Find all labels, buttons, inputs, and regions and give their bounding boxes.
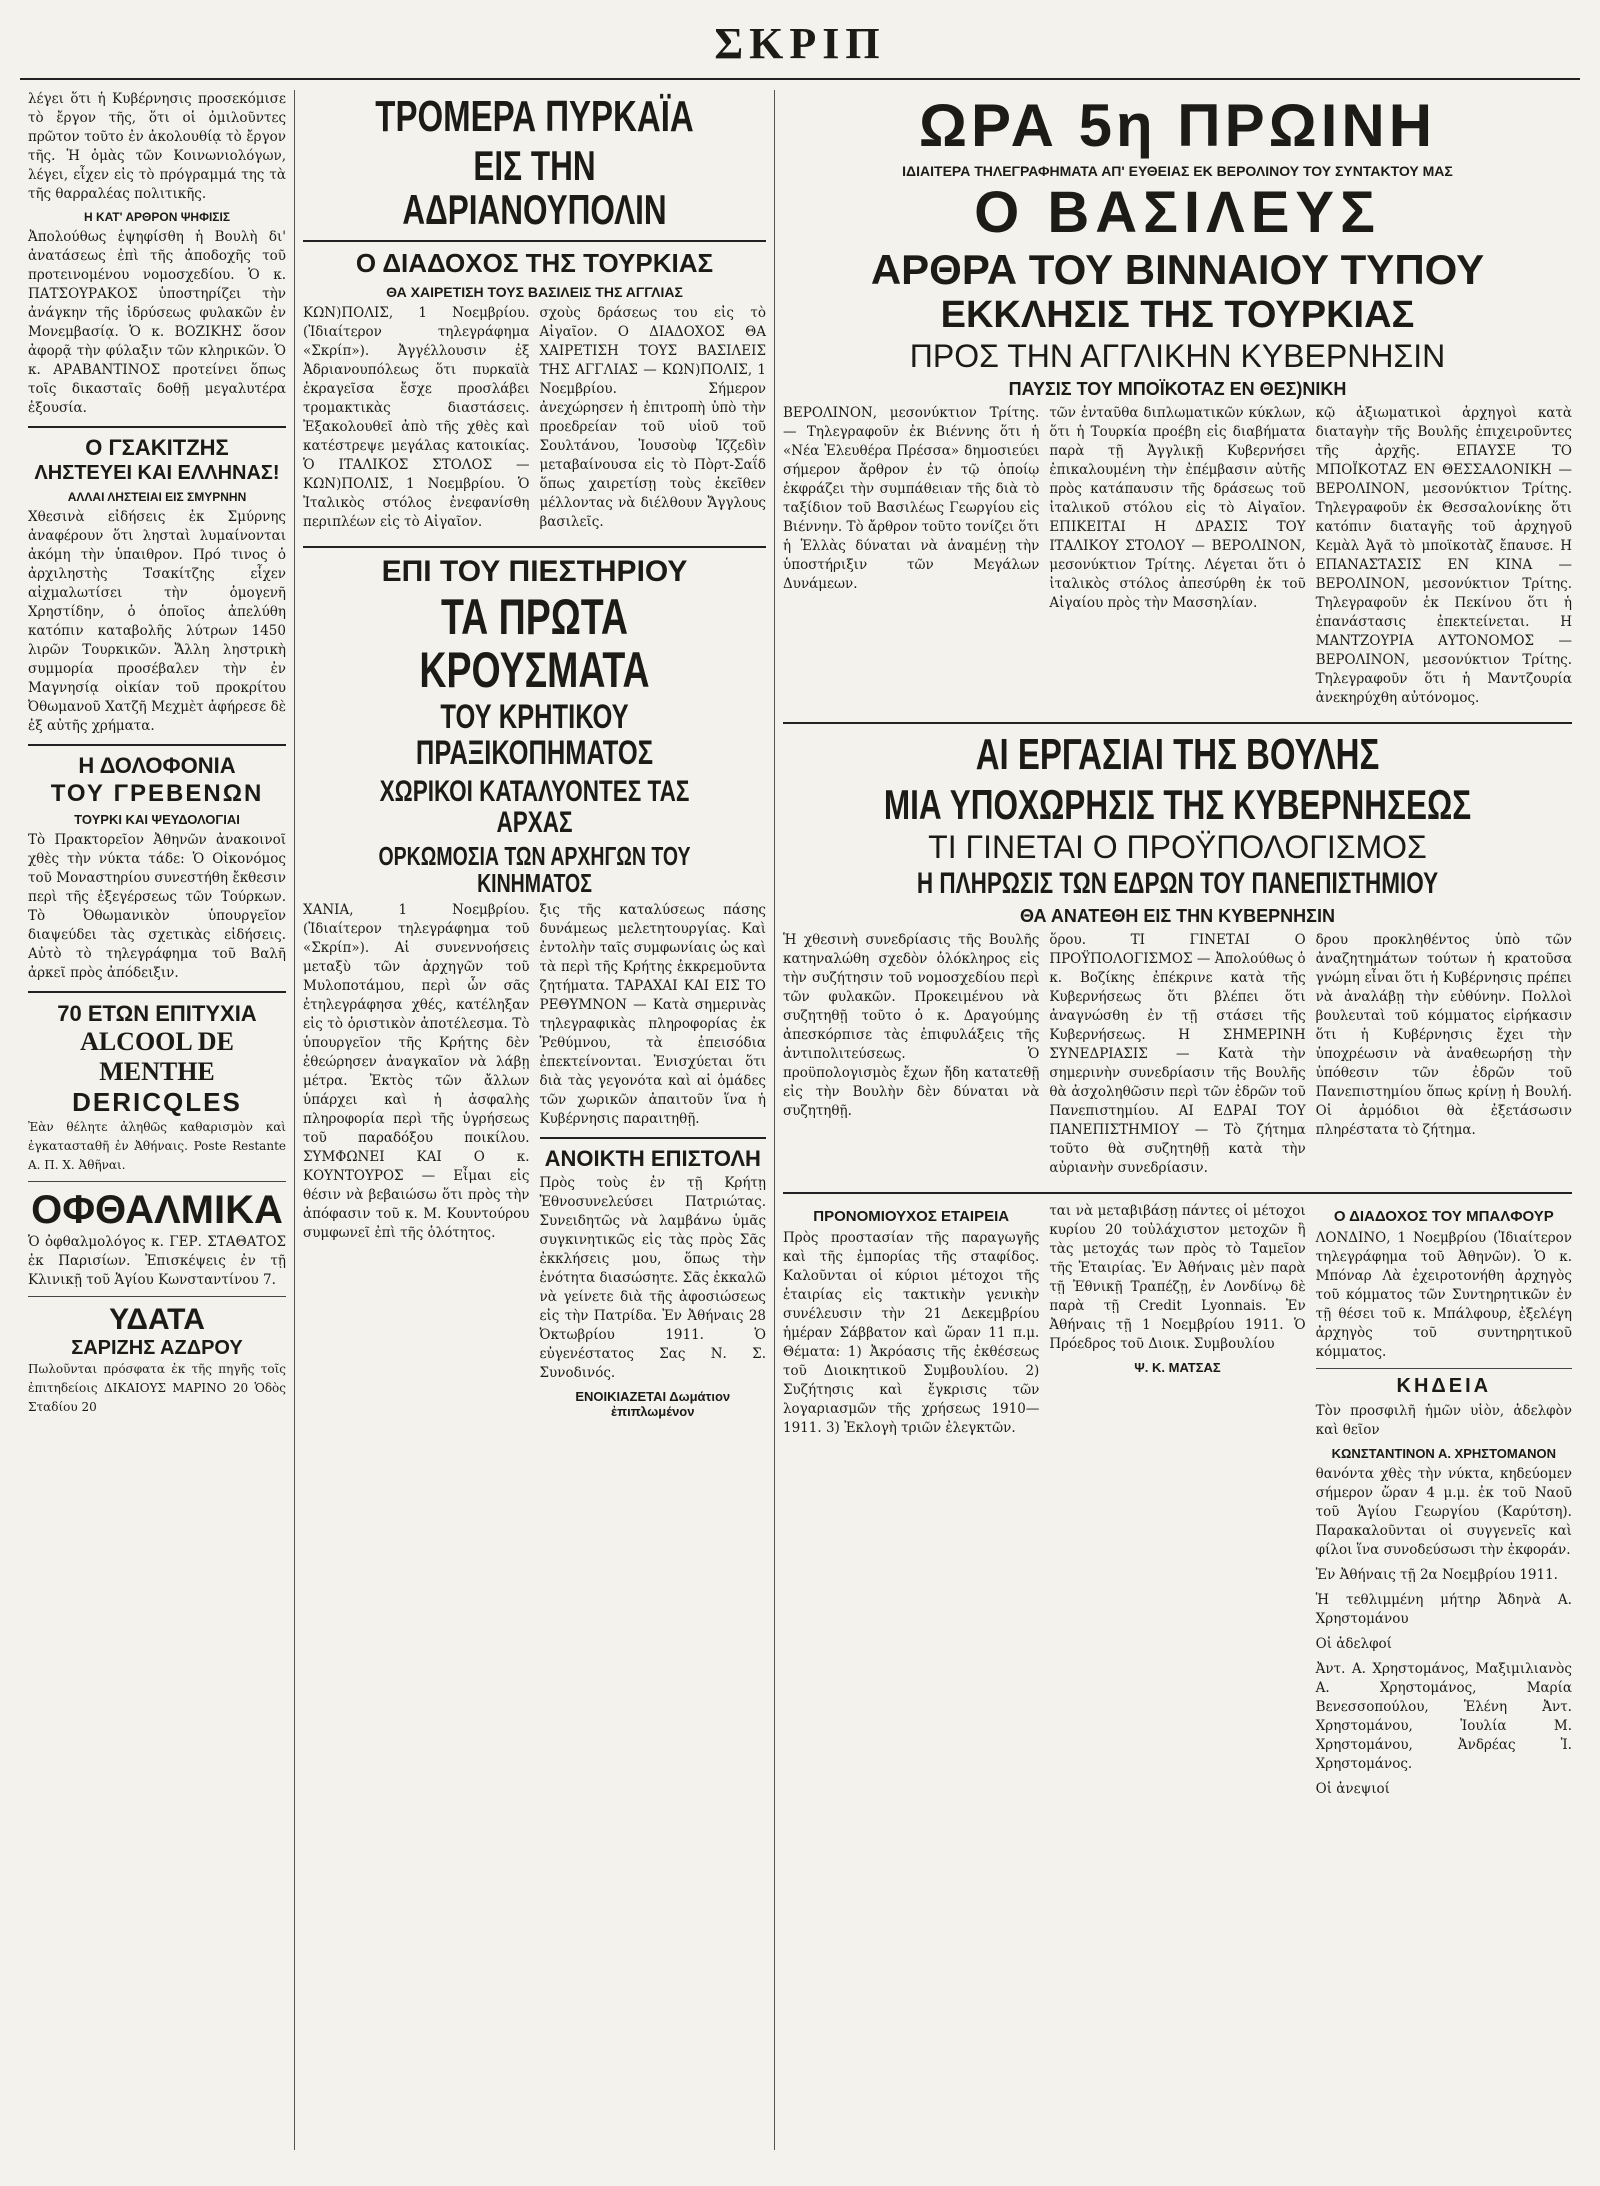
article-columns (783, 931, 1572, 1184)
subheadline: ΘΑ ΧΑΙΡΕΤΙΣΗ ΤΟΥΣ ΒΑΣΙΛΕΙΣ ΤΗΣ ΑΓΓΛΙΑΣ (386, 283, 683, 300)
headline: ΟΡΚΩΜΟΣΙΑ ΤΩΝ ΑΡΧΗΓΩΝ ΤΟΥ ΚΙΝΗΜΑΤΟΣ (378, 840, 691, 898)
divider (28, 744, 286, 746)
headline: ΑΝΟΙΚΤΗ ΕΠΙΣΤΟΛΗ (544, 1146, 761, 1172)
notice-text: Τὸν προσφιλῆ ἡμῶν υἱὸν, ἀδελφὸν καὶ θεῖον (1315, 1402, 1572, 1438)
article-text: τῶν ἐνταῦθα διπλωματικῶν κύκλων, ὅτι ἡ Τουρκία προέβη εἰς διαβήματα παρὰ τῇ Ἀγγλικῇ Κυβερνήσει ἐπικαλουμένη τὴν ἐπέμβασιν αὐτῆς πρὸς κατάπαυσιν τῆς δράσεως τοῦ ἰταλικοῦ στόλου εἰς τὸ Αἰγαῖον. ΕΠΙΚΕΙΤΑΙ Η ΔΡΑΣΙΣ ΤΟΥ ΙΤΑΛΙΚΟΥ ΣΤΟΛΟΥ — ΒΕΡΟΛΙΝΟΝ, μεσονύκτιον Τρίτης. Λέγεται ὅτι ὁ ἰταλικὸς στόλος ἀπεσύρθη ἐκ τοῦ Αἰγαίου πρὸς τὴν Μασσηλίαν. (1049, 405, 1306, 612)
article-text: Ἡ χθεσινὴ συνεδρίασις τῆς Βουλῆς κατηναλώθη σχεδὸν ὁλόκληρος εἰς τὴν συζήτησιν τοῦ νομοσχεδίου περὶ τῶν φυλακῶν. Προκειμένου νὰ συζητηθῇ τοῦτο ὁ κ. Δραγούμης ἀπεσκόρπισε τὰς ἐπιφυλάξεις τῆς ἀντιπολιτεύσεως. Ὁ προϋπολογισμὸς ἔχων ἤδη κατατεθῇ εἰς τὴν Βουλὴν δὲν δύναται νὰ συζητηθῇ. (783, 931, 1040, 1119)
headline: Ο ΒΑΣΙΛΕΥΣ (974, 180, 1381, 245)
masthead (20, 18, 1580, 80)
article-columns (303, 901, 766, 1423)
notice-heading: Ο ΔΙΑΔΟΧΟΣ ΤΟΥ ΜΠΑΛΦΟΥΡ (1333, 1207, 1554, 1225)
divider (28, 991, 286, 993)
divider (28, 1181, 286, 1182)
section-heading: Η ΚΑΤ' ΑΡΘΡΟΝ ΨΗΦΙΣΙΣ (83, 210, 231, 224)
notice-signature: Ψ. Κ. ΜΑΤΣΑΣ (1134, 1359, 1221, 1375)
headline: ΑΡΘΡΑ ΤΟΥ ΒΙΝΝΑΙΟΥ ΤΥΠΟΥ (870, 245, 1485, 293)
headline: ΕΚΚΛΗΣΙΣ ΤΗΣ ΤΟΥΡΚΙΑΣ (940, 293, 1415, 336)
article-text: σχοὺς δράσεως του εἰς τὸ Αἰγαῖον. Ο ΔΙΑΔΟΧΟΣ ΘΑ ΧΑΙΡΕΤΙΣΗ ΤΟΥΣ ΒΑΣΙΛΕΙΣ ΤΗΣ ΑΓΓΛΙΑΣ — ΚΩΝ)ΠΟΛΙΣ, 1 Νοεμβρίου. Σήμερον ἀνεχώρησεν ἡ ἐπιτροπὴ ὑπὸ τὴν προεδρείαν τοῦ υἱοῦ τοῦ Σουλτάνου, Ἰουσοὺφ Ἰζζεδὶν μεταβαίνουσα εἰς τὸ Πὸρτ-Σαΐδ ὅπως χαιρετίσῃ τοὺς ἐκεῖθεν μέλλοντας νὰ διέλθουν Ἄγγλους βασιλεῖς. (539, 304, 766, 530)
subheadline: ΑΛΛΑΙ ΛΗΣΤΕΙΑΙ ΕΙΣ ΣΜΥΡΝΗΝ (67, 490, 247, 505)
divider (303, 240, 766, 242)
divider (28, 426, 286, 428)
subheadline: ΙΔΙΑΙΤΕΡΑ ΤΗΛΕΓΡΑΦΗΜΑΤΑ ΑΠ' ΕΥΘΕΙΑΣ ΕΚ ΒΕΡΟΛΙΝΟΥ ΤΟΥ ΣΥΝΤΑΚΤΟΥ ΜΑΣ (902, 163, 1453, 179)
article-text: ΚΩΝ)ΠΟΛΙΣ, 1 Νοεμβρίου. (Ἰδιαίτερον τηλεγράφημα «Σκρίπ»). Ἀγγέλλουσιν ἐξ Ἀδριανουπόλεως ὅτι πυρκαϊὰ ἐκραγεῖσα ἔσχε προσλάβει τρομακτικὰς διαστάσεις. Ἐξακολουθεῖ ἀπὸ τῆς χθὲς καὶ κατέστρεψε μεγάλας κατοικίας. Ὁ ΙΤΑΛΙΚΟΣ ΣΤΟΛΟΣ — ΚΩΝ)ΠΟΛΙΣ, 1 Νοεμβρίου. Ὁ Ἰταλικὸς στόλος ἐνεφανίσθη περιπλέων εἰς τὸ Αἰγαῖον. (303, 304, 530, 530)
deceased-name: ΚΩΝΣΤΑΝΤΙΝΟΝ Α. ΧΡΗΣΤΟΜΑΝΟΝ (1331, 1445, 1557, 1461)
column-left (20, 90, 295, 2150)
notice-text: θανόντα χθὲς τὴν νύκτα, κηδεύομεν σήμερον ὥραν 4 μ.μ. ἐκ τοῦ Ναοῦ τοῦ Ἁγίου Γεωργίου (Καρύτση). Παρακαλοῦνται οἱ συγγενεῖς καὶ φίλοι ἵνα συνοδεύσωσι τὴν ἐκφοράν. (1315, 1465, 1572, 1558)
notice-date: Ἐν Ἀθήναις τῇ 2α Νοεμβρίου 1911. (1315, 1566, 1558, 1583)
subheadline: ΘΑ ΑΝΑΤΕΘΗ ΕΙΣ ΤΗΝ ΚΥΒΕΡΝΗΣΙΝ (1020, 905, 1335, 926)
headline: ΛΗΣΤΕΥΕΙ ΚΑΙ ΕΛΛΗΝΑΣ! (34, 462, 280, 485)
headline: ΜΙΑ ΥΠΟΧΩΡΗΣΙΣ ΤΗΣ ΚΥΒΕΡΝΗΣΕΩΣ (883, 780, 1472, 828)
headline: Η ΔΟΛΟΦΟΝΙΑ (78, 753, 236, 779)
article-text: κῷ ἀξιωματικοὶ ἀρχηγοὶ κατὰ διαταγὴν τῆς Βουλῆς ἐπιχειροῦντες τῆς ἀρχῆς. ΕΠΑΥΣΕ ΤΟ ΜΠΟΪΚΟΤΑΖ ΕΝ ΘΕΣΣΑΛΟΝΙΚΗ — ΒΕΡΟΛΙΝΟΝ, μεσονύκτιον Τρίτης. Τηλεγραφοῦν ἐκ Θεσσαλονίκης ὅτι κατόπιν διαταγῆς τοῦ ἀρχηγοῦ Κεμὰλ Ἀγᾶ τὸ μποϊκοτὰζ ἔπαυσε. Η ΕΠΑΝΑΣΤΑΣΙΣ ΕΝ ΚΙΝΑ — ΒΕΡΟΛΙΝΟΝ, μεσονύκτιον Τρίτης. Τηλεγραφοῦν ἐκ Πεκίνου ὅτι ἡ ἐπανάστασις ἐπεκτείνεται. Η ΜΑΝΤΖΟΥΡΙΑ ΑΥΤΟΝΟΜΟΣ — ΒΕΡΟΛΙΝΟΝ, μεσονύκτιον Τρίτης. Τηλεγραφοῦν ὅτι ἡ Μαντζουρία ἀνεκηρύχθη αὐτόνομος. (1315, 405, 1572, 707)
ad-text: Ὁ ὀφθαλμολόγος κ. ΓΕΡ. ΣΤΑΘΑΤΟΣ ἐκ Παρισίων. Ἐπισκέψεις ἐν τῇ Κλινικῇ τοῦ Ἁγίου Κωνσταντίνου 7. (28, 1234, 286, 1289)
divider (1316, 1368, 1572, 1369)
article-text: ὅρου. ΤΙ ΓΙΝΕΤΑΙ Ο ΠΡΟΫΠΟΛΟΓΙΣΜΟΣ — Ἀπολούθως ὁ κ. Βοζίκης ἐπέκρινε κατὰ τῆς Κυβερνήσεως ὅτι βλέπει ὅτι ἀναγνώσθη ἐν τῇ στάσει τῆς Κυβερνήσεως. Η ΣΗΜΕΡΙΝΗ ΣΥΝΕΔΡΙΑΣΙΣ — Κατὰ τὴν σημερινὴν συνεδρίασιν τῆς Βουλῆς θὰ ἀσχοληθῶσιν περὶ τῶν ἐδρῶν τοῦ Πανεπιστημίου. ΑΙ ΕΔΡΑΙ ΤΟΥ ΠΑΝΕΠΙΣΤΗΜΙΟΥ — Τὸ ζήτημα τοῦτο θὰ συζητηθῇ κατὰ τὴν αὐριανὴν συνεδρίασιν. (1049, 931, 1306, 1176)
article-text: ΛΟΝΔΙΝΟ, 1 Νοεμβρίου (Ἰδιαίτερον τηλεγράφημα τοῦ Ἀθηνῶν). Ὁ κ. Μπόναρ Λὰ ἐχειροτονήθη ἀρχηγὸς τοῦ κόμματος τῶν Συντηρητικῶν ἐν τῇ θέσει τοῦ κ. Μπάλφουρ, ἐξελέγη ἀρχηγὸς τοῦ συντηρητικοῦ κόμματος. (1315, 1229, 1572, 1360)
headline: Ο ΓΣΑΚΙΤΖΗΣ (85, 435, 229, 460)
notice-text: Ἀντ. Α. Χρηστομάνος, Μαξιμιλιανὸς Α. Χρηστομάνος, Μαρία Βενεσσοπούλου, Ἑλένη Ἀντ. Χρηστομάνου, Ἰουλία Μ. Χρηστομάνου, Ἀνδρέας Ἰ. Χρηστομάνος. (1315, 1660, 1572, 1772)
notice-heading: ΚΗΔΕΙΑ (1396, 1374, 1492, 1397)
ad-text: Πωλοῦνται πρόσφατα ἐκ τῆς πηγῆς τοῖς ἐπιτηδείοις ΔΙΚΑΙΟΥΣ ΜΑΡΙΝΟ 20 Ὁδὸς Σταδίου 20 (28, 1362, 286, 1415)
notice-signature: Οἱ ἀδελφοί (1315, 1635, 1392, 1652)
article-text: Χθεσινὰ εἰδήσεις ἐκ Σμύρνης ἀναφέρουν ὅτι λησταὶ λυμαίνονται ἀκόμη τὴν ὑπαιθρον. Πρό τινος ὁ ἀρχιληστὴς Τσακίτζης εἶχεν αἰχμαλωτίσει τὴν ὁμογενῆ Χρηστίδην, ὁ ὁποῖος ἀπελύθη κατόπιν καταβολῆς λύτρων 1450 λιρῶν Τουρκικῶν. Ἄλλη ληστρικὴ συμμορία προσέβαλεν τὴν ἐν Μαγνησίᾳ οἰκίαν τοῦ προκρίτου Ὀθωμανοῦ Χατζῆ Μεχμὲτ ἀφήρεσε δὲ ἐξ αὐτῆς χρήματα. (28, 509, 286, 735)
article-text: ΒΕΡΟΛΙΝΟΝ, μεσονύκτιον Τρίτης. — Τηλεγραφοῦν ἐκ Βιέννης ὅτι ἡ «Νέα Ἐλευθέρα Πρέσσα» δημοσιεύει σήμερον ἄρθρον ἐν τῷ ὁποίῳ ἐκφράζει τὴν συμπάθειαν τῆς διὰ τὸ ταξίδιον τοῦ Βασιλέως Γεωργίου εἰς Βιέννην. Τὸ ἄρθρον τοῦτο τονίζει ὅτι ἡ Ἑλλὰς δύναται νὰ ἀναμένῃ τὴν ὑποστήριξιν τῶν Μεγάλων Δυνάμεων. (783, 405, 1040, 593)
headline: ΩΡΑ 5η ΠΡΩΙΝΗ (918, 92, 1437, 159)
article-text: ΧΑΝΙΑ, 1 Νοεμβρίου. (Ἰδιαίτερον τηλεγράφημα τοῦ «Σκρίπ»). Αἱ συνεννοήσεις μεταξὺ τῶν ἀρχηγῶν τοῦ Μυλοποτάμου, περὶ ὧν σᾶς ἐτηλεγράφησα χθές, κατέληξαν εἰς τὸ ὁριστικὸν ἀποτέλεσμα. Τὸ ὑπουργεῖον τῆς Κρήτης δὲν ἐθεώρησεν ἀναγκαῖον νὰ λάβῃ μέτρα. Ἐκτὸς τῶν ἄλλων ὑπάρχει καὶ ἡ ἀσφαλὴς πληροφορία περὶ τῆς ὑγρήσεως τοῦ παραδόξου ποικίλου. ΣΥΜΦΩΝΕΙ ΚΑΙ Ο κ. ΚΟΥΝΤΟΥΡΟΣ — Εἶμαι εἰς θέσιν νὰ βεβαιώσω ὅτι πρὸς τὴν ἀπόφασιν τοῦ κ. Μ. Κουντούρου συμφωνεῖ ἐπὶ τῆς ὁλότητος. (303, 902, 530, 1242)
notice-text: Πρὸς προστασίαν τῆς παραγωγῆς καὶ τῆς ἐμπορίας τῆς σταφίδος. Καλοῦνται οἱ κύριοι μέτοχοι τῆς ἑταιρίας εἰς τακτικὴν γενικὴν συνέλευσιν τὴν 21 Δεκεμβρίου ἡμέραν Σάββατον καὶ ὥραν 11 π.μ. Θέματα: 1) Ἀκρόασις τῆς ἐκθέσεως τοῦ Διοικητικοῦ Συμβουλίου. 2) Συζήτησις καὶ ἔγκρισις τῶν λογαριασμῶν τῆς χρήσεως 1910—1911. 3) Ἐκλογὴ τριῶν ἐλεγκτῶν. (783, 1229, 1040, 1436)
ad-headline: ΥΔΑΤΑ (109, 1303, 205, 1337)
headline: ΤΡΟΜΕΡΑ ΠΥΡΚΑΪΑ (375, 92, 694, 141)
headline: ΧΩΡΙΚΟΙ ΚΑΤΑΛΥΟΝΤΕΣ ΤΑΣ ΑΡΧΑΣ (379, 774, 690, 840)
article-text: ξις τῆς καταλύσεως πάσης δυνάμεως μελετητουργίας. Καὶ ἐντολὴν ταῖς συμφωνίαις ὡς καὶ τὰ περὶ τῆς Κρήτης ἐκκρεμοῦντα ζητήματα. ΤΑΡΑΧΑΙ ΚΑΙ ΕΙΣ ΤΟ ΡΕΘΥΜΝΟΝ — Κατὰ σημερινὰς τηλεγραφικὰς πληροφορίας ἐκ Ῥεθύμνου, τὰ ἐπεισόδια ἐπεκτείνονται. Ἐνισχύεται ὅτι διὰ τὰς γεγονότα καὶ αἱ ὁμάδες τῶν χωρικῶν ἀπαιτοῦν ἵνα ἡ Κυβέρνησις παραιτηθῇ. (539, 902, 766, 1128)
notice-columns (783, 1202, 1572, 1805)
notice-text: ται νὰ μεταβιβάσῃ πάντες οἱ μέτοχοι κυρίου 20 τοὐλάχιστον μετοχῶν ἢ τὰς μετοχάς των πρὸς τὸ Ταμεῖον τῆς Ἑταιρίας. Ἐν Ἀθήναις μὲν παρὰ τῇ Ἐθνικῇ Τραπέζῃ, ἐν Λονδίνῳ δὲ παρὰ τῇ Credit Lyonnais. Ἐν Ἀθήναις τῇ 1 Νοεμβρίου 1911. Ὁ Πρόεδρος τοῦ Διοικ. Συμβουλίου (1049, 1202, 1306, 1352)
subheadline: Ο ΔΙΑΔΟΧΟΣ ΤΗΣ ΤΟΥΡΚΙΑΣ (355, 248, 714, 279)
headline: ΕΙΣ ΤΗΝ ΑΔΡΙΑΝΟΥΠΟΛΙΝ (402, 142, 667, 234)
headline: ΠΡΟΣ ΤΗΝ ΑΓΓΛΙΚΗΝ ΚΥΒΕΡΝΗΣΙΝ (909, 337, 1446, 374)
column-right (775, 90, 1580, 2150)
divider (540, 1137, 767, 1139)
subheadline: ΤΟΥΡΚΙ ΚΑΙ ΨΕΥΔΟΛΟΓΙΑΙ (74, 812, 240, 828)
subheadline: ΠΑΥΣΙΣ ΤΟΥ ΜΠΟΪΚΟΤΑΖ ΕΝ ΘΕΣ)ΝΙΚΗ (1008, 379, 1347, 400)
ad-brand: ALCOOL DE MENTHE (80, 1027, 234, 1087)
ad-headline: 70 ΕΤΩΝ ΕΠΙΤΥΧΙΑ (57, 1001, 257, 1027)
newspaper-page (20, 18, 1580, 2148)
headline: ΤΟΥ ΓΡΕΒΕΝΩΝ (50, 780, 264, 808)
headline: ΤΑ ΠΡΩΤΑ ΚΡΟΥΣΜΑΤΑ (419, 589, 650, 698)
article-columns (783, 404, 1572, 714)
article-text: Πρὸς τοὺς ἐν τῇ Κρήτῃ Ἐθνοσυνελεύσει Πατριώτας. Συνειδητῶς νὰ λαμβάνω ὑμᾶς συγκινητικῶς εἰς τὰς πρὸς Σᾶς ἐκκλήσεις μου, ὅπως τὴν ἑνότητα διασώσητε. Σᾶς ἐκκαλῶ νὰ γείνετε διὰ τῆς ἀφοσιώσεως εἰς τὴν Πατρίδα. Ἐν Ἀθήναις 28 Ὀκτωβρίου 1911. Ὁ εὐγενέστατος Σας Ν. Σ. Συνοδινός. (539, 1175, 766, 1382)
column-middle (295, 90, 775, 2150)
notice-heading: ΠΡΟΝΟΜΙΟΥΧΟΣ ΕΤΑΙΡΕΙΑ (813, 1207, 1010, 1225)
article-text: Ἀπολούθως ἐψηφίσθη ἡ Βουλὴ δι' ἀνατάσεως ἐπὶ τῆς ἀποδοχῆς τοῦ προτεινομένου νομοσχεδίου. Ὁ κ. ΠΑΤΣΟΥΡΑΚΟΣ ὑποστηρίζει τὴν ἀνάγκην τῆς ἱδρύσεως φυλακῶν ἐν Μονεμβασίᾳ. Ὁ κ. ΒΟΖΙΚΗΣ ὅσον ἀφορᾷ τὴν φύλαξιν τῶν κληρικῶν. Ὁ κ. ΑΡΑΒΑΝΤΙΝΟΣ προτείνει ὅπως τοῖς δικασταῖς δοθῇ μεγαλυτέρα ἐξουσία. (28, 229, 286, 416)
headline: ΤΙ ΓΙΝΕΤΑΙ Ο ΠΡΟΫΠΟΛΟΓΙΣΜΟΣ (928, 828, 1427, 865)
classified-ad: ΕΝΟΙΚΙΑΖΕΤΑΙ Δωμάτιον ἐπιπλωμένον (575, 1389, 731, 1420)
divider (28, 1296, 286, 1297)
divider (783, 722, 1572, 724)
ad-text: Ἐὰν θέλητε ἀληθῶς καθαρισμὸν καὶ ἐγκατασταθῆ ἐν Ἀθήναις. Poste Restante A. Π. Χ. Ἀθῆναι. (28, 1120, 286, 1173)
notice-signature: Οἱ ἀνεψιοί (1315, 1780, 1390, 1797)
newspaper-title: ΣΚΡΙΠ (714, 19, 886, 68)
headline: Η ΠΛΗΡΩΣΙΣ ΤΩΝ ΕΔΡΩΝ ΤΟΥ ΠΑΝΕΠΙΣΤΗΜΙΟΥ (916, 867, 1439, 901)
headline: ΑΙ ΕΡΓΑΣΙΑΙ ΤΗΣ ΒΟΥΛΗΣ (975, 730, 1380, 780)
notice-signature: Ἡ τεθλιμμένη μήτηρ Ἀδηνὰ Α. Χρηστομάνου (1315, 1591, 1572, 1627)
divider (303, 546, 766, 548)
divider (783, 1192, 1572, 1194)
article-text: Τὸ Πρακτορεῖον Ἀθηνῶν ἀνακοινοῖ χθὲς τὴν νύκτα τάδε: Ὁ Οἰκονόμος τοῦ Μοναστηρίου συνεστήθη ἔκθεσιν περὶ τῆς ἐξεγέρσεως τῶν Τούρκων. Τὸ Ὀθωμανικὸν ὑπουργεῖον διαψεύδει τὰς σχετικὰς εἰδήσεις. Αὐτὸ τὸ τηλεγράφημα τοῦ Βαλῆ ἀρκεῖ πρὸς ἀπόδειξιν. (28, 832, 286, 982)
ad-headline: ΟΦΘΑΛΜΙΚΑ (31, 1188, 283, 1233)
ad-subheadline: ΣΑΡΙΖΗΣ ΑΖΔΡΟΥ (71, 1337, 243, 1360)
headline: ΤΟΥ ΚΡΗΤΙΚΟΥ ΠΡΑΞΙΚΟΠΗΜΑΤΟΣ (415, 698, 654, 772)
article-columns (303, 304, 766, 538)
ad-brand: DERICQLES (72, 1087, 242, 1118)
article-text: λέγει ὅτι ἡ Κυβέρνησις προσεκόμισε τὸ ἔργον τῆς, ὅτι οἱ ὁμιλοῦντες πρῶτον τοῦτο ἐν ἀκολουθίᾳ τὸ ἔργον τῆς. Ἡ ὁμὰς τῶν Κοινωνιολόγων, λέγει, εἶχεν εἰς τὸ πρόγραμμά της τὰ τῆς θαρραλέας πολιτικῆς. (28, 91, 286, 202)
article-text: δρου προκληθέντος ὑπὸ τῶν ἀναζητημάτων τούτων ἡ κρατοῦσα γνώμη εἶναι ὅτι ἡ Κυβέρνησις πρέπει νὰ ἀναλάβῃ τὴν εὐθύνην. Πολλοὶ βουλευταὶ τοῦ κόμματος εἰρήκασιν ὅτι ἡ Κυβέρνησις ἔχει τὴν ὑποχρέωσιν νὰ ἀναθεωρήσῃ τὴν ὑπόθεσιν τῶν ἐδρῶν τοῦ Πανεπιστημίου ὅπως κρίνῃ ἡ Βουλή. Οἱ ἀρμόδιοι θὰ ἐξετάσωσιν πληρέστατα τὸ ζήτημα. (1315, 931, 1572, 1138)
headline: ΕΠΙ ΤΟΥ ΠΙΕΣΤΗΡΙΟΥ (381, 554, 688, 588)
